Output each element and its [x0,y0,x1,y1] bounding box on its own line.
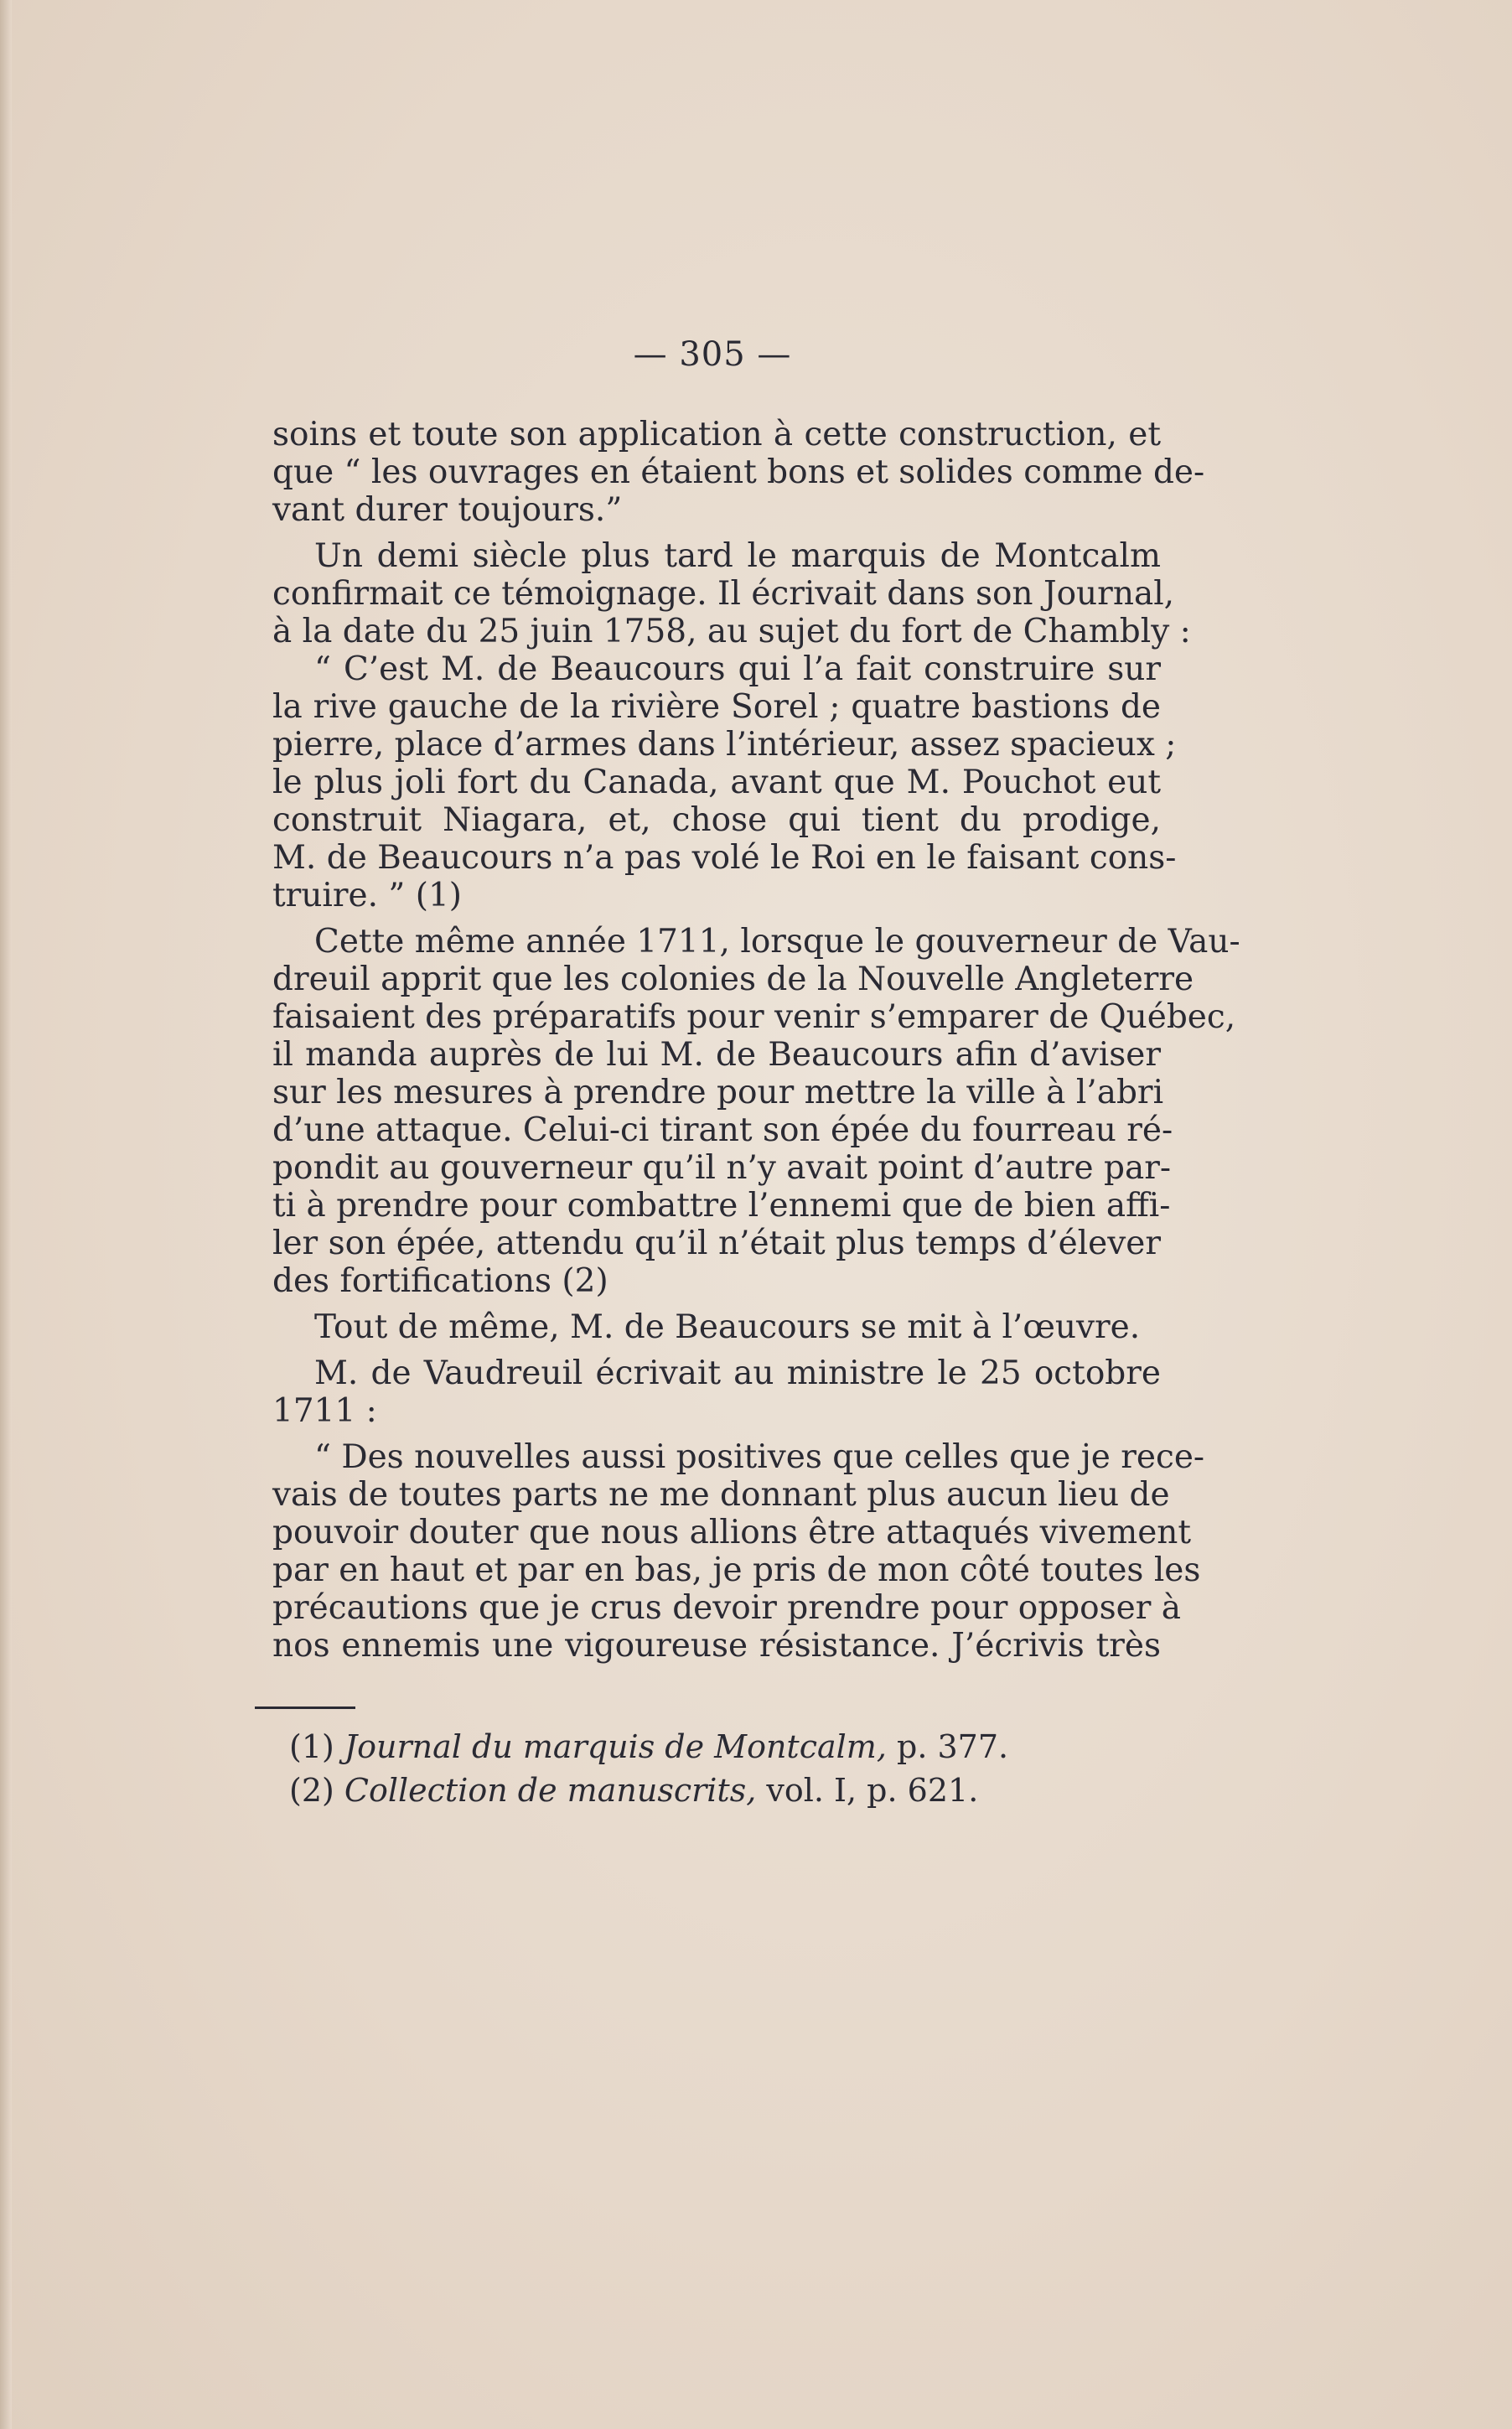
text-line: pierre, place d’armes dans l’intérieur, assez spacieux ; [272,726,1177,764]
text-line: des fortifications (2) [272,1262,608,1300]
text-line: à la date du 25 juin 1758, au sujet du fort de Chambly : [272,613,1191,650]
text-line: par en haut et par en bas, je pris de mon côté toutes les [272,1551,1201,1589]
text-line: Un demi siècle plus tard le marquis de Montcalm [314,537,1161,575]
text-line: confirmait ce témoignage. Il écrivait dans son Journal, [272,575,1175,613]
footnote-rule [255,1707,355,1709]
text-line: pouvoir douter que nous allions être attaqués vivement [272,1514,1192,1551]
footnote-title: Journal du marquis de Montcalm, [344,1728,887,1765]
text-line: construit Niagara, et, chose qui tient du prodige, [272,801,1161,839]
text-line: truire. ” (1) [272,877,463,914]
text-line: M. de Vaudreuil écrivait au ministre le 25 octobre [314,1354,1161,1392]
footnote-detail: p. 377. [886,1728,1009,1765]
text-line: soins et toute son application à cette construction, et [272,416,1161,453]
text-line: ti à prendre pour combattre l’ennemi que de bien affi- [272,1187,1171,1225]
text-line: “ Des nouvelles aussi positives que celles que je rece- [314,1438,1205,1476]
body-text [272,416,1240,1665]
text-line: précautions que je crus devoir prendre pour opposer à [272,1589,1182,1627]
text-line: nos ennemis une vigoureuse résistance. J’écrivis très [272,1627,1161,1665]
text-line: ler son épée, attendu qu’il n’était plus temps d’élever [272,1225,1161,1262]
text-line: 1711 : [272,1392,377,1430]
text-line: sur les mesures à prendre pour mettre la ville à l’abri [272,1074,1164,1111]
text-line: d’une attaque. Celui-ci tirant son épée du fourreau ré- [272,1111,1173,1149]
text-line: faisaient des préparatifs pour venir s’emparer de Québec, [272,998,1236,1036]
text-line: “ C’est M. de Beaucours qui l’a fait construire sur [314,650,1161,688]
text-line: Cette même année 1711, lorsque le gouverneur de Vau- [314,923,1240,961]
text-line: Tout de même, M. de Beaucours se mit à l’œuvre. [314,1308,1141,1346]
footnote-ref: (1) [289,1728,344,1765]
text-line: il manda auprès de lui M. de Beaucours afin d’aviser [272,1036,1161,1074]
footnote [289,1725,1127,1769]
text-line: pondit au gouverneur qu’il n’y avait point d’autre par- [272,1149,1172,1187]
text-line: M. de Beaucours n’a pas volé le Roi en le faisant cons- [272,839,1177,877]
footnote-detail: vol. I, p. 621. [756,1772,979,1809]
text-line: dreuil apprit que les colonies de la Nouvelle Angleterre [272,961,1194,998]
footnote-ref: (2) [289,1772,344,1809]
text-line: que “ les ouvrages en étaient bons et solides comme de- [272,453,1205,491]
text-line: vant durer toujours.” [272,491,623,529]
text-line: la rive gauche de la rivière Sorel ; quatre bastions de [272,688,1161,726]
text-line: vais de toutes parts ne me donnant plus aucun lieu de [272,1476,1170,1514]
footnote-title: Collection de manuscrits, [344,1772,757,1809]
page-number: — 305 — [633,335,792,374]
footnote [289,1769,1127,1812]
footnotes [289,1725,1127,1812]
text-line: le plus joli fort du Canada, avant que M. Pouchot eut [272,764,1161,801]
